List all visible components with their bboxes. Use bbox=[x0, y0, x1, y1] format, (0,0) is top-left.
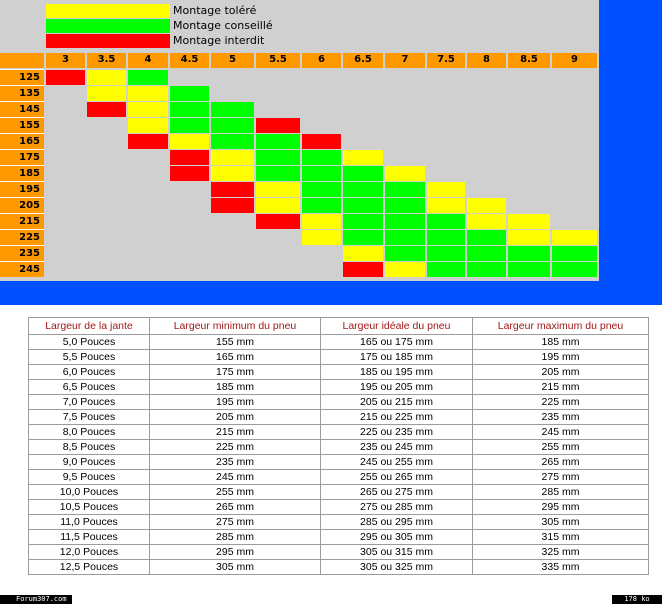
compat-cell bbox=[343, 230, 383, 245]
cell-min-width: 255 mm bbox=[150, 485, 321, 500]
table-row bbox=[29, 425, 649, 440]
compat-cell bbox=[211, 150, 254, 165]
compat-cell bbox=[302, 150, 341, 165]
header-ideal-width: Largeur idéale du pneu bbox=[321, 318, 473, 335]
compat-cell bbox=[427, 198, 465, 213]
compat-cell bbox=[467, 262, 506, 277]
cell-rim-width: 7,5 Pouces bbox=[29, 410, 150, 425]
compat-cell bbox=[385, 230, 425, 245]
rim-width-header: 4.5 bbox=[170, 53, 209, 68]
cell-max-width: 255 mm bbox=[473, 440, 649, 455]
compat-cell bbox=[427, 246, 465, 261]
cell-ideal-width: 285 ou 295 mm bbox=[321, 515, 473, 530]
cell-max-width: 335 mm bbox=[473, 560, 649, 575]
cell-max-width: 265 mm bbox=[473, 455, 649, 470]
compat-cell bbox=[302, 182, 341, 197]
cell-max-width: 235 mm bbox=[473, 410, 649, 425]
compat-cell bbox=[256, 166, 300, 181]
compat-cell bbox=[211, 118, 254, 133]
compat-cell bbox=[343, 262, 383, 277]
tyre-width-label: 155 bbox=[0, 117, 44, 133]
cell-rim-width: 10,5 Pouces bbox=[29, 500, 150, 515]
compat-cell bbox=[508, 246, 550, 261]
compat-cell bbox=[211, 102, 254, 117]
compat-cell bbox=[385, 198, 425, 213]
compat-cell bbox=[467, 230, 506, 245]
compat-cell bbox=[343, 166, 383, 181]
tyre-width-label: 125 bbox=[0, 69, 44, 85]
rim-width-header: 4 bbox=[128, 53, 168, 68]
cell-ideal-width: 255 ou 265 mm bbox=[321, 470, 473, 485]
tyre-width-label: 195 bbox=[0, 181, 44, 197]
tyre-width-label: 145 bbox=[0, 101, 44, 117]
footer-site-label: Forum307.com bbox=[16, 595, 67, 603]
cell-ideal-width: 225 ou 235 mm bbox=[321, 425, 473, 440]
compat-cell bbox=[302, 230, 341, 245]
cell-ideal-width: 295 ou 305 mm bbox=[321, 530, 473, 545]
cell-max-width: 285 mm bbox=[473, 485, 649, 500]
legend-label-interdit: Montage interdit bbox=[173, 34, 265, 47]
cell-min-width: 175 mm bbox=[150, 365, 321, 380]
tyre-width-label: 205 bbox=[0, 197, 44, 213]
legend-swatch-tolere bbox=[46, 4, 170, 18]
compat-cell bbox=[256, 198, 300, 213]
cell-min-width: 215 mm bbox=[150, 425, 321, 440]
compat-cell bbox=[343, 246, 383, 261]
table-row bbox=[29, 335, 649, 350]
tyre-width-label: 135 bbox=[0, 85, 44, 101]
table-row bbox=[29, 365, 649, 380]
legend-swatch-conseille bbox=[46, 19, 170, 33]
cell-max-width: 225 mm bbox=[473, 395, 649, 410]
cell-ideal-width: 305 ou 325 mm bbox=[321, 560, 473, 575]
compat-cell bbox=[256, 214, 300, 229]
compat-cell bbox=[427, 182, 465, 197]
compat-cell bbox=[170, 134, 209, 149]
table-row bbox=[29, 545, 649, 560]
compat-cell bbox=[385, 246, 425, 261]
table-row bbox=[29, 515, 649, 530]
tyre-width-label: 185 bbox=[0, 165, 44, 181]
table-row bbox=[29, 395, 649, 410]
compat-cell bbox=[256, 118, 300, 133]
table-row bbox=[29, 440, 649, 455]
cell-ideal-width: 305 ou 315 mm bbox=[321, 545, 473, 560]
compat-cell bbox=[343, 150, 383, 165]
cell-rim-width: 9,0 Pouces bbox=[29, 455, 150, 470]
compat-cell bbox=[552, 246, 597, 261]
tyre-width-label: 175 bbox=[0, 149, 44, 165]
compat-cell bbox=[256, 150, 300, 165]
compat-cell bbox=[128, 86, 168, 101]
cell-max-width: 215 mm bbox=[473, 380, 649, 395]
compat-cell bbox=[170, 102, 209, 117]
compat-cell bbox=[170, 150, 209, 165]
compat-cell bbox=[385, 182, 425, 197]
rim-width-header: 8.5 bbox=[508, 53, 550, 68]
cell-rim-width: 8,5 Pouces bbox=[29, 440, 150, 455]
compat-cell bbox=[87, 102, 126, 117]
compat-cell bbox=[170, 166, 209, 181]
rim-width-header: 3 bbox=[46, 53, 85, 68]
table-row bbox=[29, 485, 649, 500]
cell-rim-width: 12,0 Pouces bbox=[29, 545, 150, 560]
table-row bbox=[29, 530, 649, 545]
compat-cell bbox=[256, 182, 300, 197]
cell-max-width: 195 mm bbox=[473, 350, 649, 365]
tyre-width-label: 225 bbox=[0, 229, 44, 245]
cell-max-width: 245 mm bbox=[473, 425, 649, 440]
cell-max-width: 325 mm bbox=[473, 545, 649, 560]
cell-ideal-width: 205 ou 215 mm bbox=[321, 395, 473, 410]
cell-rim-width: 6,5 Pouces bbox=[29, 380, 150, 395]
cell-ideal-width: 185 ou 195 mm bbox=[321, 365, 473, 380]
cell-rim-width: 11,0 Pouces bbox=[29, 515, 150, 530]
cell-min-width: 165 mm bbox=[150, 350, 321, 365]
compat-cell bbox=[427, 262, 465, 277]
footer-size: 178 ko bbox=[612, 595, 662, 604]
compat-cell bbox=[467, 214, 506, 229]
cell-rim-width: 12,5 Pouces bbox=[29, 560, 150, 575]
compat-cell bbox=[508, 230, 550, 245]
compat-cell bbox=[87, 86, 126, 101]
compat-cell bbox=[256, 134, 300, 149]
table-row bbox=[29, 455, 649, 470]
compat-cell bbox=[211, 166, 254, 181]
header-corner bbox=[0, 53, 44, 68]
rim-size-section bbox=[0, 305, 662, 604]
compat-cell bbox=[385, 214, 425, 229]
cell-rim-width: 7,0 Pouces bbox=[29, 395, 150, 410]
compat-cell bbox=[552, 262, 597, 277]
cell-rim-width: 9,5 Pouces bbox=[29, 470, 150, 485]
cell-max-width: 185 mm bbox=[473, 335, 649, 350]
rim-width-header: 5.5 bbox=[256, 53, 300, 68]
cell-min-width: 285 mm bbox=[150, 530, 321, 545]
compat-cell bbox=[211, 182, 254, 197]
compat-cell bbox=[467, 198, 506, 213]
compat-cell bbox=[211, 198, 254, 213]
compat-cell bbox=[87, 70, 126, 85]
cell-ideal-width: 165 ou 175 mm bbox=[321, 335, 473, 350]
legend-swatch-interdit bbox=[46, 34, 170, 48]
tyre-width-label: 235 bbox=[0, 245, 44, 261]
cell-rim-width: 11,5 Pouces bbox=[29, 530, 150, 545]
compat-cell bbox=[385, 262, 425, 277]
rim-width-header: 5 bbox=[211, 53, 254, 68]
cell-min-width: 185 mm bbox=[150, 380, 321, 395]
cell-min-width: 155 mm bbox=[150, 335, 321, 350]
rim-width-header: 6 bbox=[302, 53, 341, 68]
rim-width-header: 8 bbox=[467, 53, 506, 68]
cell-ideal-width: 265 ou 275 mm bbox=[321, 485, 473, 500]
tyre-width-label: 245 bbox=[0, 261, 44, 277]
compat-cell bbox=[170, 118, 209, 133]
compat-cell bbox=[170, 86, 209, 101]
table-header-row bbox=[29, 318, 649, 335]
cell-rim-width: 8,0 Pouces bbox=[29, 425, 150, 440]
cell-min-width: 265 mm bbox=[150, 500, 321, 515]
cell-rim-width: 6,0 Pouces bbox=[29, 365, 150, 380]
rim-width-header: 7 bbox=[385, 53, 425, 68]
rim-width-header: 9 bbox=[552, 53, 597, 68]
cell-ideal-width: 235 ou 245 mm bbox=[321, 440, 473, 455]
tyre-width-label: 215 bbox=[0, 213, 44, 229]
rim-width-header: 7.5 bbox=[427, 53, 465, 68]
cell-min-width: 245 mm bbox=[150, 470, 321, 485]
rim-size-table bbox=[28, 317, 649, 575]
footer-site bbox=[0, 595, 72, 604]
compat-cell bbox=[343, 198, 383, 213]
cell-max-width: 305 mm bbox=[473, 515, 649, 530]
cell-min-width: 225 mm bbox=[150, 440, 321, 455]
compat-cell bbox=[128, 134, 168, 149]
legend-label-tolere: Montage toléré bbox=[173, 4, 257, 17]
compat-cell bbox=[211, 134, 254, 149]
table-row bbox=[29, 470, 649, 485]
header-max-width: Largeur maximum du pneu bbox=[473, 318, 649, 335]
rim-width-header: 6.5 bbox=[343, 53, 383, 68]
cell-rim-width: 10,0 Pouces bbox=[29, 485, 150, 500]
cell-rim-width: 5,0 Pouces bbox=[29, 335, 150, 350]
cell-ideal-width: 195 ou 205 mm bbox=[321, 380, 473, 395]
table-row bbox=[29, 560, 649, 575]
table-row bbox=[29, 350, 649, 365]
cell-ideal-width: 215 ou 225 mm bbox=[321, 410, 473, 425]
table-row bbox=[29, 410, 649, 425]
compat-cell bbox=[467, 246, 506, 261]
compat-cell bbox=[343, 182, 383, 197]
compat-cell bbox=[128, 102, 168, 117]
compat-cell bbox=[385, 166, 425, 181]
cell-ideal-width: 245 ou 255 mm bbox=[321, 455, 473, 470]
compat-cell bbox=[343, 214, 383, 229]
cell-min-width: 275 mm bbox=[150, 515, 321, 530]
cell-min-width: 195 mm bbox=[150, 395, 321, 410]
cell-ideal-width: 275 ou 285 mm bbox=[321, 500, 473, 515]
cell-max-width: 315 mm bbox=[473, 530, 649, 545]
compat-cell bbox=[302, 214, 341, 229]
cell-max-width: 205 mm bbox=[473, 365, 649, 380]
compat-cell bbox=[128, 118, 168, 133]
table-row bbox=[29, 380, 649, 395]
header-rim-width: Largeur de la jante bbox=[29, 318, 150, 335]
compat-cell bbox=[46, 70, 85, 85]
cell-min-width: 305 mm bbox=[150, 560, 321, 575]
cell-ideal-width: 175 ou 185 mm bbox=[321, 350, 473, 365]
compat-cell bbox=[427, 214, 465, 229]
cell-min-width: 235 mm bbox=[150, 455, 321, 470]
cell-min-width: 295 mm bbox=[150, 545, 321, 560]
cell-max-width: 295 mm bbox=[473, 500, 649, 515]
table-body bbox=[29, 335, 649, 575]
tyre-width-label: 165 bbox=[0, 133, 44, 149]
cell-min-width: 205 mm bbox=[150, 410, 321, 425]
compat-cell bbox=[302, 166, 341, 181]
cell-max-width: 275 mm bbox=[473, 470, 649, 485]
compatibility-chart bbox=[0, 0, 599, 281]
compat-cell bbox=[302, 198, 341, 213]
compat-cell bbox=[302, 134, 341, 149]
legend-label-conseille: Montage conseillé bbox=[173, 19, 273, 32]
cell-rim-width: 5,5 Pouces bbox=[29, 350, 150, 365]
header-min-width: Largeur minimum du pneu bbox=[150, 318, 321, 335]
compat-cell bbox=[552, 230, 597, 245]
compat-cell bbox=[508, 214, 550, 229]
compat-cell bbox=[427, 230, 465, 245]
compat-cell bbox=[508, 262, 550, 277]
table-row bbox=[29, 500, 649, 515]
compat-cell bbox=[128, 70, 168, 85]
rim-width-header: 3.5 bbox=[87, 53, 126, 68]
